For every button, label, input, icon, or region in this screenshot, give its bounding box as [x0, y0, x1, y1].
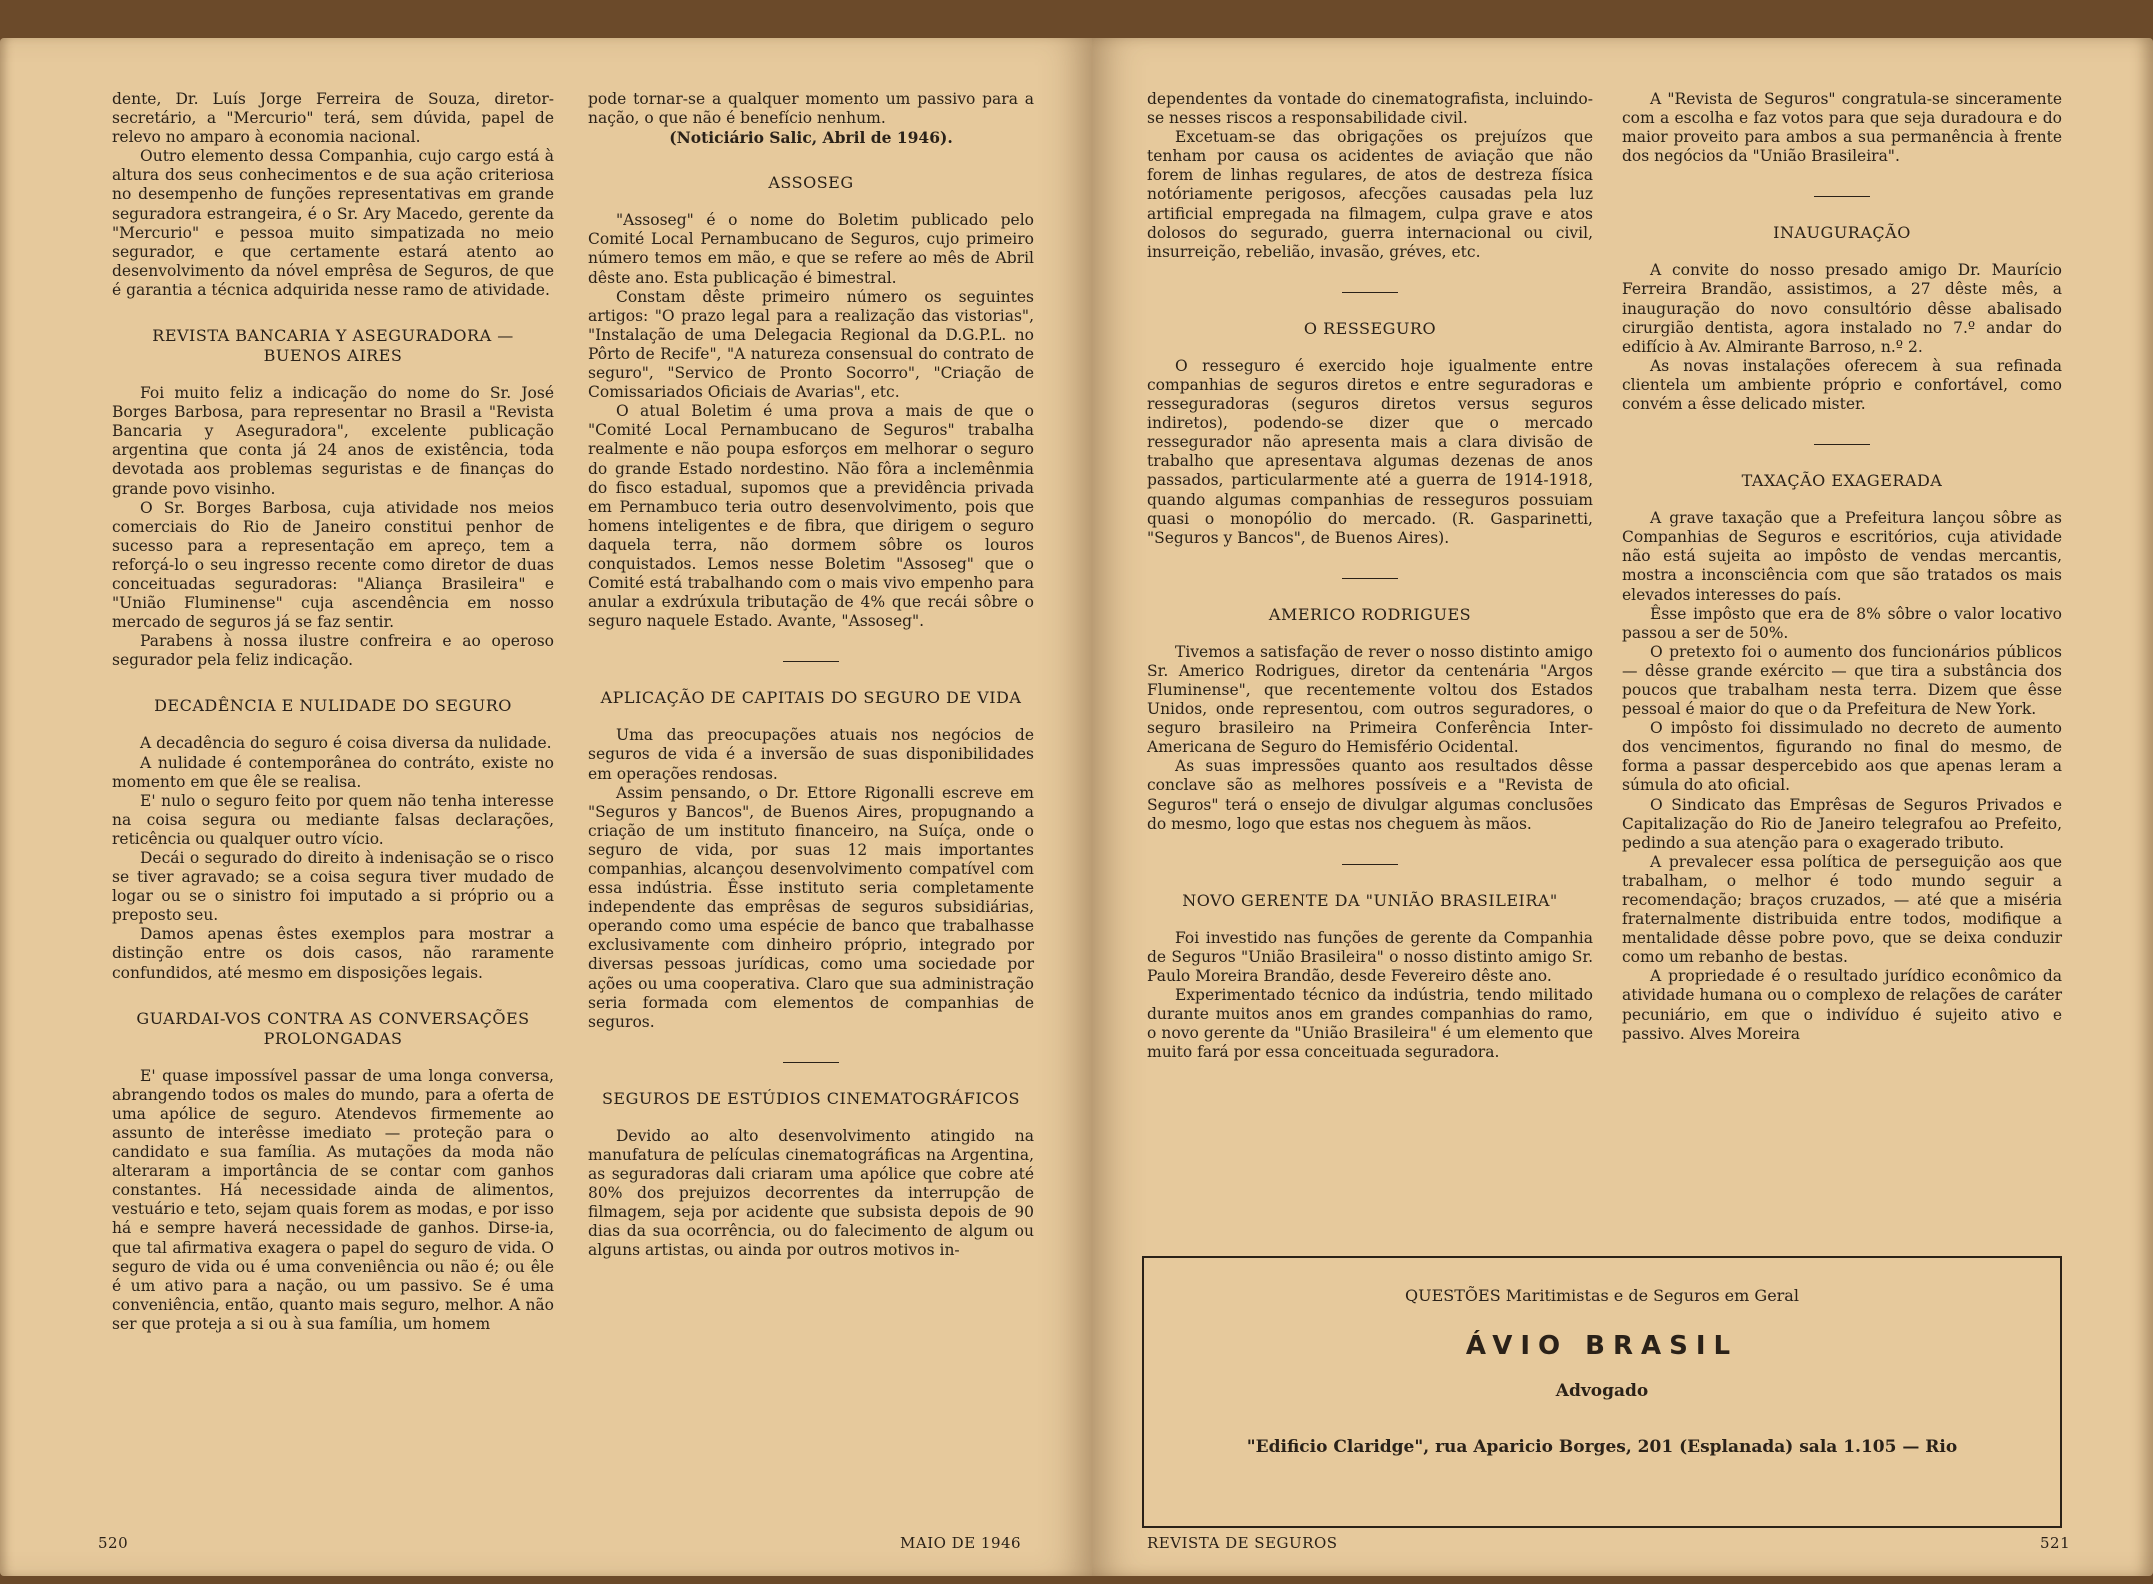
paragraph: Experimentado técnico da indústria, tendo militado durante muitos anos em grandes companhias do ramo, o novo gerente da "União Brasileira" é um elemento que muito fará por essa conceituada seguradora.: [1147, 986, 1593, 1062]
right-column-1: [1147, 90, 1593, 1062]
section-heading: AMERICO RODRIGUES: [1268, 604, 1472, 624]
section-heading: INAUGURAÇÃO: [1773, 223, 1911, 243]
paragraph: Parabens à nossa ilustre confreira e ao operoso segurador pela feliz indicação.: [112, 632, 554, 670]
paragraph: E' quase impossível passar de uma longa conversa, abrangendo todos os males do mundo, para a oferta de uma apólice de seguro. Atendevos firmemente ao assunto de interêsse imediato — proteção para o candidato e sua família. As mutações da moda não alteraram a importância de se contar com ganhos constantes. Há necessidade ainda de alimentos, vestuário e teto, sejam quais forem as modas, e por isso há e sempre haverá necessidade de ganhos. Dirse-ia, que tal afirmativa exagera o papel do seguro de vida. O seguro de vida ou é uma conveniência ou não é; ou êle é um ativo para a nação, ou um passivo. Se é uma conveniência, então, quanto mais seguro, melhor. A não ser que proteja a si ou à sua família, um homem: [112, 1066, 554, 1333]
section-divider: [1342, 292, 1398, 293]
paragraph: pode tornar-se a qualquer momento um passivo para a nação, o que não é benefício nenhum.: [588, 90, 1034, 128]
paragraph: O Sr. Borges Barbosa, cuja atividade nos meios comerciais do Rio de Janeiro constitui penhor de sucesso para a representação em apreço, tem a reforçá-lo o seu ingresso recente como diretor de duas conceituadas seguradoras: "Aliança Brasileira" e "União Fluminense" cuja ascendência em nosso mercado de seguros já se faz sentir.: [112, 498, 554, 632]
paragraph: O pretexto foi o aumento dos funcionários públicos — dêsse grande exército — que tira a substância dos poucos que trabalham nesta terra. Dizem que êsse pessoal é maior do que o da Prefeitura de New York.: [1622, 642, 2062, 719]
paragraph: O Sindicato das Emprêsas de Seguros Privados e Capitalização do Rio de Janeiro telegrafou ao Prefeito, pedindo a sua atenção para o exagerado tributo.: [1622, 795, 2062, 852]
paragraph: A convite do nosso presado amigo Dr. Maurício Ferreira Brandão, assistimos, a 27 dêste mês, a inauguração do novo consultório dêsse abalisado cirurgião dentista, agora instalado no 7.º andar do edifício à Av. Almirante Barroso, n.º 2.: [1622, 261, 2062, 356]
section-heading: O RESSEGURO: [1303, 318, 1437, 338]
paragraph: A "Revista de Seguros" congratula-se sinceramente com a escolha e faz votos para que seja duradoura e do maior proveito para ambos a sua permanência à frente dos negócios da "União Brasileira".: [1622, 90, 2062, 166]
section-divider: [783, 1062, 839, 1063]
paragraph: Foi muito feliz a indicação do nome do Sr. José Borges Barbosa, para representar no Brasil a "Revista Bancaria y Aseguradora", excelente publicação argentina que conta já 24 anos de existência, toda devotada aos problemas seguristas e de finanças do grande povo visinho.: [112, 384, 554, 498]
section-heading: GUARDAI-VOS CONTRA AS CONVERSAÇÕES PROLONGADAS: [136, 1008, 530, 1048]
paragraph: A grave taxação que a Prefeitura lançou sôbre as Companhias de Seguros e escritórios, cuja atividade não está sujeita ao impôsto de vendas mercantis, mostra a inconsciência com que são tratados os mais elevados interesses do país.: [1622, 509, 2062, 604]
paragraph: As suas impressões quanto aos resultados dêsse conclave são as melhores possíveis e a "Revista de Seguros" terá o ensejo de divulgar algumas conclusões do mesmo, logo que estas nos cheguem às mãos.: [1147, 757, 1593, 833]
paragraph: Damos apenas êstes exemplos para mostrar a distinção entre os dois casos, não raramente confundidos, até mesmo em disposições legais.: [112, 925, 554, 982]
paragraph: O atual Boletim é uma prova a mais de que o "Comité Local Pernambucano de Seguros" trabalha realmente e não poupa esforços em melhorar o seguro do grande Estado nordestino. Não fôra a inclemênmia do fisco estadual, supomos que a previdência privada em Pernambuco teria outro desenvolvimento, pois que homens inteligentes e de fibra, que dirigem o seguro daquela terra, não dormem sôbre os louros conquistados. Lemos nesse Boletim "Assoseg" que o Comité está trabalhando com o mais vivo empenho para anular a exdrúxula tributação de 4% que recái sôbre o seguro naquele Estado. Avante, "Assoseg".: [588, 402, 1034, 631]
paragraph: Excetuam-se das obrigações os prejuízos que tenham por causa os acidentes de aviação que não forem de linhas regulares, de atos de destreza física notóriamente perigosos, afecções causadas pela luz artificial empregada na filmagem, culpa grave e atos dolosos do segurado, guerra internacional ou civil, insurreição, rebelião, invasão, gréves, etc.: [1147, 128, 1593, 261]
right-column-2: [1622, 90, 2062, 1044]
ad-subject: QUESTÕES Maritimistas e de Seguros em Geral: [1405, 1286, 1799, 1305]
page-number-right: 521: [2040, 1534, 2071, 1552]
paragraph: O resseguro é exercido hoje igualmente entre companhias de seguros diretos e entre seguradoras e resseguradoras (seguros diretos versus seguros indiretos), podendo-se dizer que o mercado ressegurador não apresenta mais a clara divisão de trabalho que apresentava algumas dezenas de anos passados, particularmente até a guerra de 1914-1918, quando algumas companhias de resseguros possuiam quasi o monopólio do mercado. (R. Gasparinetti, "Seguros y Bancos", de Buenos Aires).: [1147, 356, 1593, 547]
paragraph: E' nulo o seguro feito por quem não tenha interesse na coisa segura ou mediante falsas declarações, reticência ou qualquer outro vício.: [112, 791, 554, 848]
ad-name: ÁVIO BRASIL: [1465, 1331, 1739, 1361]
section-divider: [1814, 196, 1870, 197]
left-column-2: [588, 90, 1034, 1261]
paragraph: Devido ao alto desenvolvimento atingido na manufatura de películas cinematográficas na Argentina, as seguradoras dali criaram uma apólice que cobre até 80% dos prejuizos decorrentes da interrupção de filmagem, seja por acidente que subsista depois de 90 dias da sua ocorrência, ou do falecimento de algum ou alguns artistas, ou ainda por outros motivos in-: [588, 1126, 1034, 1260]
paragraph: Decái o segurado do direito à indenisação se o risco se tiver agravado; se a coisa segura tiver mudado de logar ou se o sinistro foi imputado a si próprio ou a preposto seu.: [112, 849, 554, 925]
section-heading: ASSOSEG: [768, 173, 854, 193]
left-page: [0, 38, 1092, 1576]
paragraph: dente, Dr. Luís Jorge Ferreira de Souza, diretor-secretário, a "Mercurio" terá, sem dúvida, papel de relevo no amparo à economia nacional.: [112, 90, 554, 147]
paragraph: dependentes da vontade do cinematografista, incluindo-se nesses riscos a responsabilidade civil.: [1147, 90, 1593, 128]
paragraph: A nulidade é contemporânea do contráto, existe no momento em que êle se realisa.: [112, 753, 554, 791]
section-divider: [1814, 444, 1870, 445]
right-page: [1092, 38, 2153, 1576]
section-heading: DECADÊNCIA E NULIDADE DO SEGURO: [154, 696, 512, 716]
paragraph: Outro elemento dessa Companhia, cujo cargo está à altura dos seus conhecimentos e de sua ação criteriosa no desempenho de funções representativas em grande seguradora estrangeira, é o Sr. Ary Macedo, gerente da "Mercurio" e pessoa muito simpatizada no meio segurador, e que certamente estará atento ao desenvolvimento da nóvel emprêsa de Seguros, de que é garantia a técnica adquirida nesse ramo de atividade.: [112, 147, 554, 299]
paragraph: A decadência do seguro é coisa diversa da nulidade.: [140, 734, 552, 753]
paragraph: Constam dêste primeiro número os seguintes artigos: "O prazo legal para a realização das vistorias", "Instalação de uma Delegacia Regional da D.G.P.L. no Pôrto de Recife", "A natureza consensual do contrato de seguro", "Servico de Pronto Socorro", "Criação de Comissariados Oficiais de Avarias", etc.: [588, 287, 1034, 402]
paragraph: Foi investido nas funções de gerente da Companhia de Seguros "União Brasileira" o nosso distinto amigo Sr. Paulo Moreira Brandão, desde Fevereiro dêste ano.: [1147, 928, 1593, 985]
paragraph: O impôsto foi dissimulado no decreto de aumento dos vencimentos, figurando no final do mesmo, de forma a passar despercebido aos que apenas leram a súmula do ato oficial.: [1622, 719, 2062, 795]
paragraph: A propriedade é o resultado jurídico econômico da atividade humana ou o complexo de relações de caráter pecuniário, em que o indivíduo é sujeito ativo e passivo. Alves Moreira: [1622, 967, 2062, 1043]
source-citation: (Noticiário Salic, Abril de 1946).: [669, 128, 953, 148]
paragraph: A prevalecer essa política de perseguição aos que trabalham, o melhor é todo mundo seguir a recomendação; braços cruzados, — até que a miséria fraternalmente distribuida entre todos, modifique a mentalidade dêsse pobre povo, que se deixa conduzir como um rebanho de bestas.: [1622, 852, 2062, 967]
paragraph: Assim pensando, o Dr. Ettore Rigonalli escreve em "Seguros y Bancos", de Buenos Aires, propugnando a criação de um instituto financeiro, na Suíça, onde o seguro de vida, por suas 12 mais importantes companhias, alcançou desenvolvimento compatível com essa indústria. Êsse instituto seria completamente independente das emprêsas de seguros subsidiárias, operando como uma espécie de banco que trabalhasse exclusivamente com dinheiro próprio, integrado por diversas pessoas jurídicas, como uma sociedade por ações ou uma cooperativa. Claro que sua administração seria formada com elementos de companhias de seguros.: [588, 783, 1034, 1031]
paragraph: Êsse impôsto que era de 8% sôbre o valor locativo passou a ser de 50%.: [1622, 604, 2062, 642]
page-number-left: 520: [98, 1534, 129, 1552]
left-column-1: [112, 90, 554, 1334]
section-heading: NOVO GERENTE DA "UNIÃO BRASILEIRA": [1182, 890, 1558, 910]
section-heading: SEGUROS DE ESTÚDIOS CINEMATOGRÁFICOS: [601, 1088, 1021, 1108]
issue-date: MAIO DE 1946: [900, 1534, 1022, 1552]
section-heading: TAXAÇÃO EXAGERADA: [1741, 471, 1943, 491]
paragraph: Tivemos a satisfação de rever o nosso distinto amigo Sr. Americo Rodrigues, diretor da centenária "Argos Fluminense", que recentemente voltou dos Estados Unidos, onde representou, com outros seguradores, o seguro brasileiro na Primeira Conferência Inter-Americana de Seguro do Hemisfério Ocidental.: [1147, 642, 1593, 757]
ad-address: "Edificio Claridge", rua Aparicio Borges, 201 (Esplanada) sala 1.105 — Rio: [1246, 1437, 1958, 1457]
journal-title-footer: REVISTA DE SEGUROS: [1147, 1534, 1338, 1552]
paragraph: "Assoseg" é o nome do Boletim publicado pelo Comité Local Pernambucano de Seguros, cujo primeiro número temos em mão, e que se refere ao mês de Abril dêste ano. Esta publicação é bimestral.: [588, 211, 1034, 287]
advertisement-box: [1142, 1256, 2062, 1528]
paragraph: As novas instalações oferecem à sua refinada clientela um ambiente próprio e confortável, como convém a êsse delicado mister.: [1622, 356, 2062, 414]
section-heading: APLICAÇÃO DE CAPITAIS DO SEGURO DE VIDA: [600, 688, 1022, 708]
section-divider: [1342, 578, 1398, 579]
paragraph: Uma das preocupações atuais nos negócios de seguros de vida é a inversão de suas disponibilidades em operações rendosas.: [588, 726, 1034, 783]
ad-role: Advogado: [1555, 1381, 1649, 1401]
section-divider: [783, 661, 839, 662]
section-divider: [1342, 864, 1398, 865]
section-heading: REVISTA BANCARIA Y ASEGURADORA — BUENOS AIRES: [152, 326, 514, 366]
